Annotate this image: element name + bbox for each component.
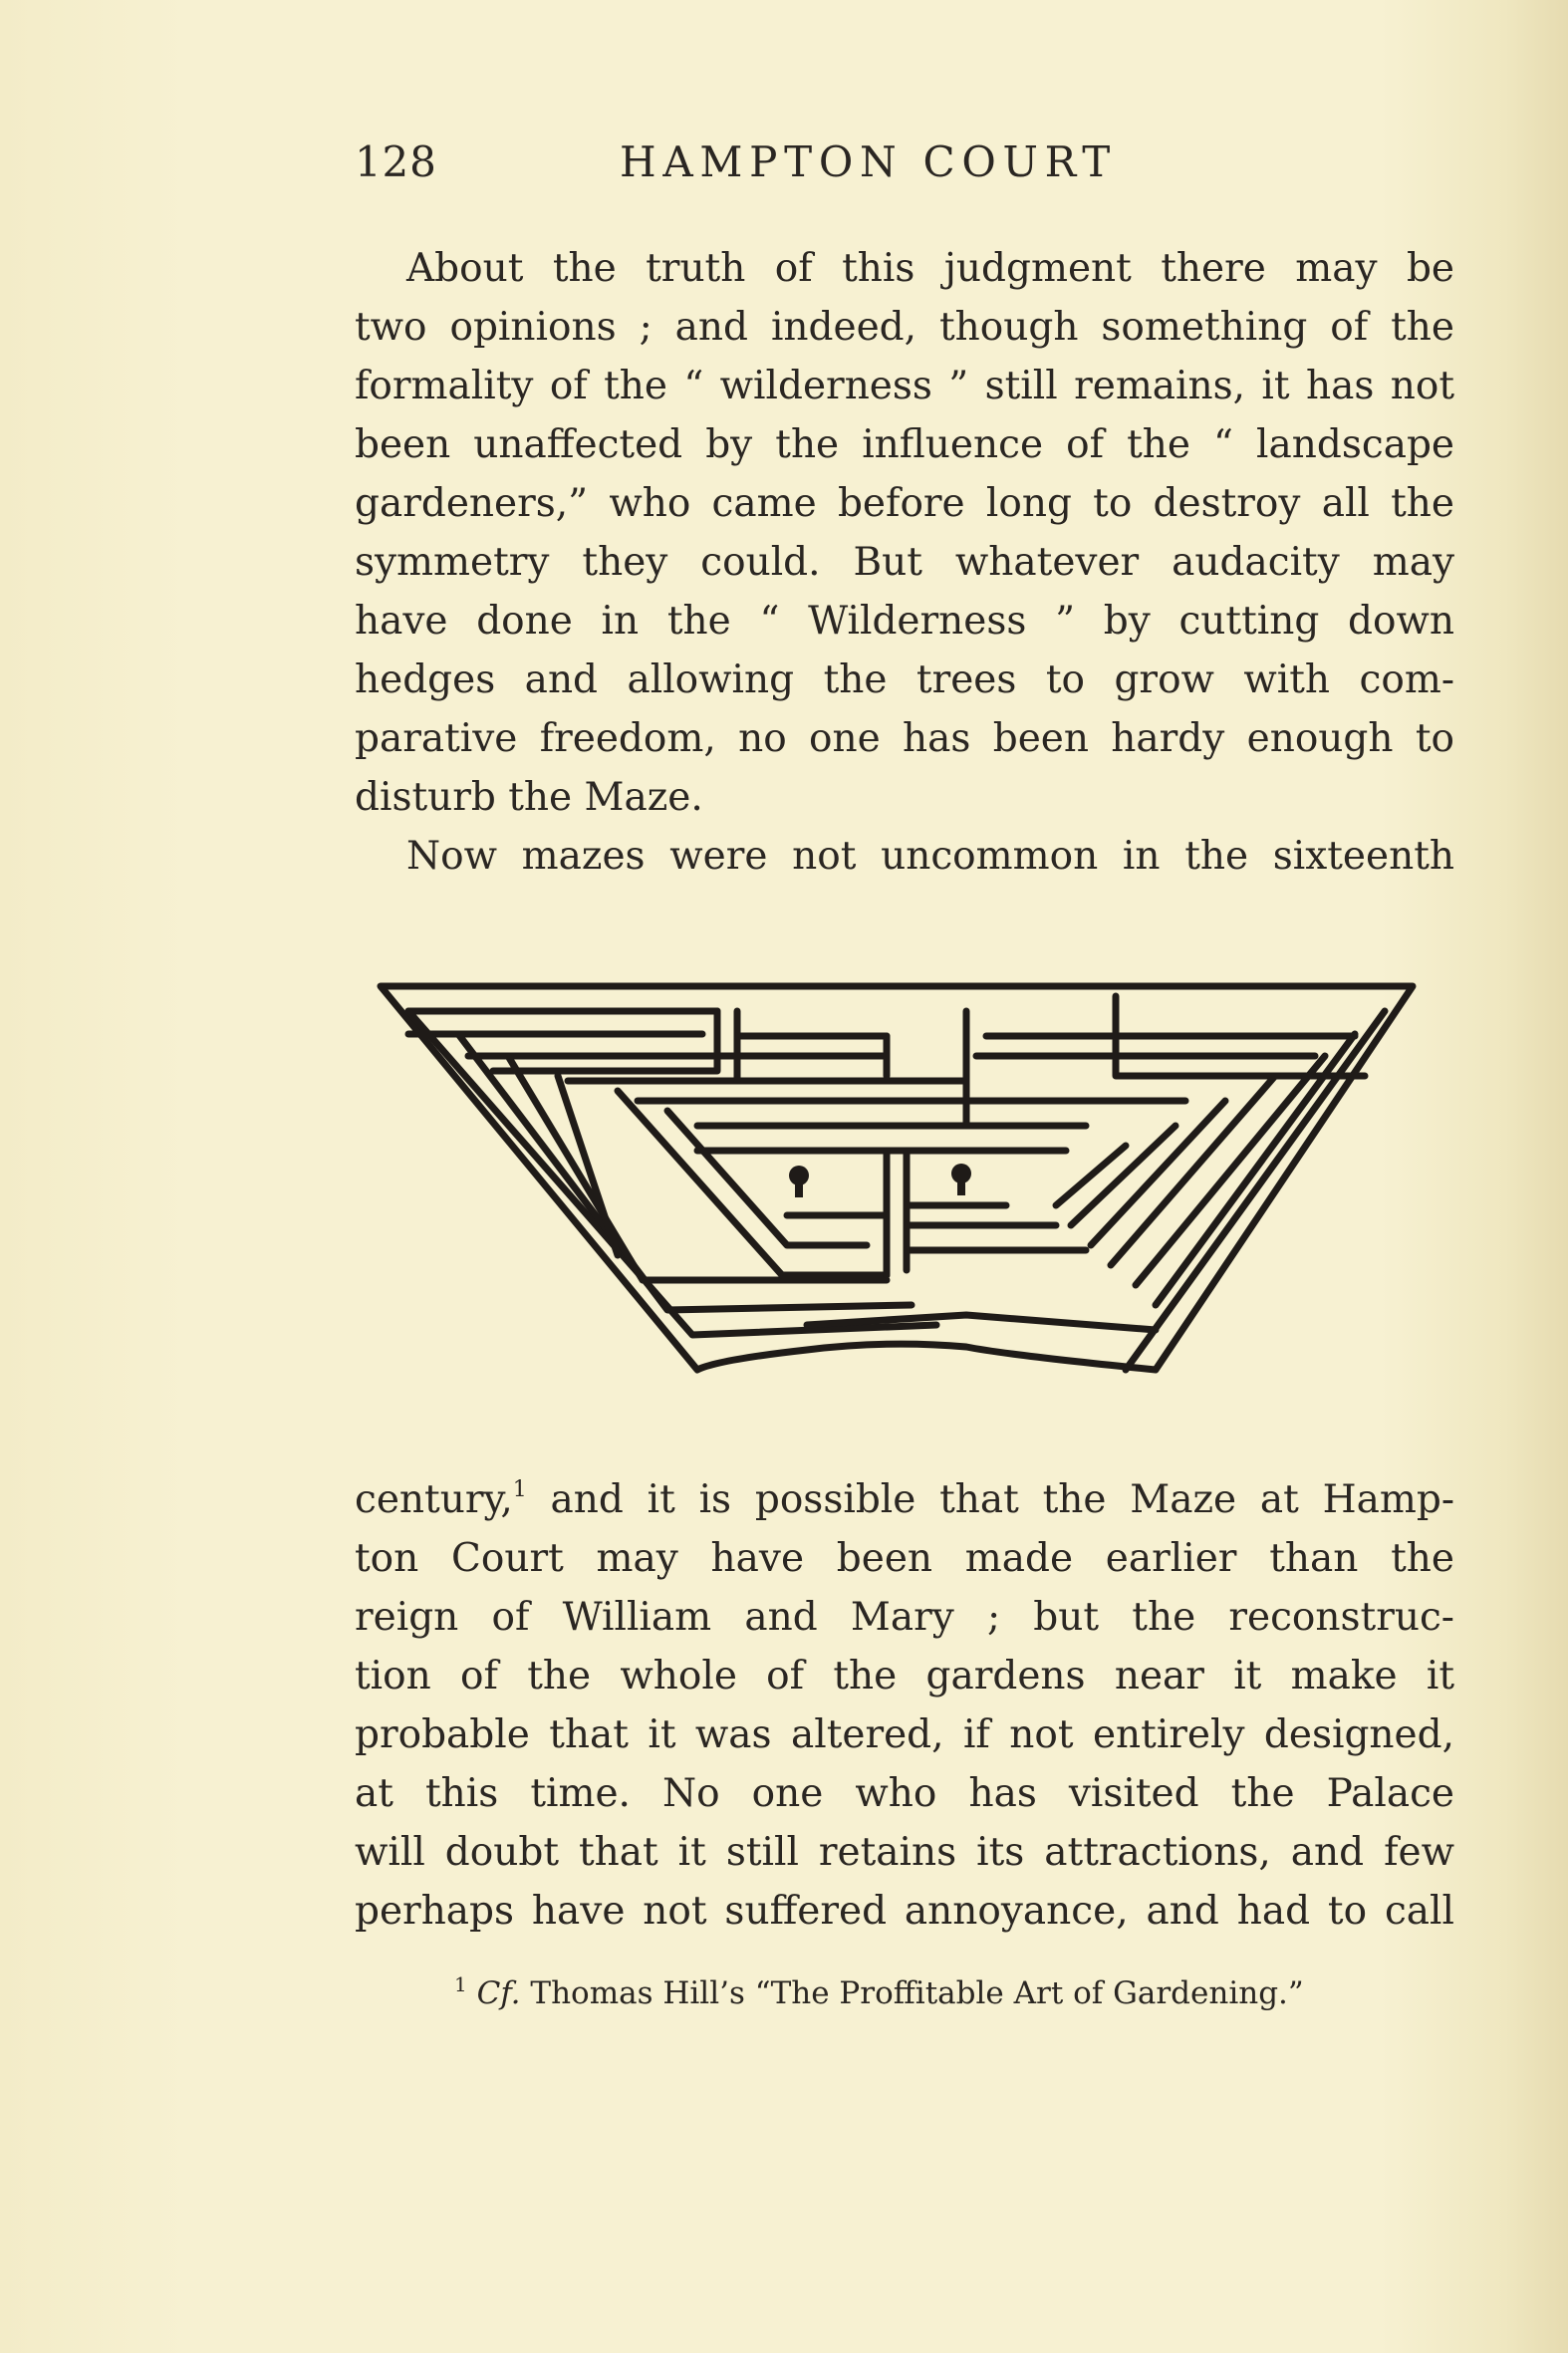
running-header xyxy=(355,137,1215,197)
text-line: disturb the Maze. xyxy=(355,775,703,820)
page-number: 128 xyxy=(355,137,437,186)
text-line xyxy=(355,1470,1454,1529)
text-line: tion of the whole of the gardens near it make it xyxy=(355,1654,1454,1699)
maze-center-trees xyxy=(789,1164,971,1197)
maze-illustration xyxy=(369,976,1425,1395)
footnote-reference: 1 xyxy=(512,1477,527,1502)
paragraph-2-continued xyxy=(355,1470,1454,1941)
footnote-abbrev: Cf. xyxy=(476,1975,521,2011)
footnote-marker: 1 xyxy=(454,1972,467,1996)
text-line: hedges and allowing the trees to grow with com- xyxy=(355,657,1454,702)
text-line: two opinions ; and indeed, though something of the xyxy=(355,305,1454,350)
paragraph-2-first-line: Now mazes were not uncommon in the sixteenth xyxy=(406,834,1454,879)
running-title: HAMPTON COURT xyxy=(620,137,1117,186)
footnote-text: Thomas Hill’s “The Proffitable Art of Gardening.” xyxy=(520,1975,1304,2011)
text-line: symmetry they could. But whatever audacity may xyxy=(355,540,1454,585)
text-line: perhaps have not suffered annoyance, and had to call xyxy=(355,1889,1454,1934)
text-fragment: century, xyxy=(355,1477,513,1522)
text-line: reign of William and Mary ; but the reconstruc- xyxy=(355,1595,1454,1640)
text-fragment: and it is possible that the Maze at Hamp- xyxy=(526,1477,1454,1522)
text-line: been unaffected by the influence of the “ landscape xyxy=(355,422,1454,467)
text-line: at this time. No one who has visited the Palace xyxy=(355,1771,1454,1816)
text-line: gardeners,” who came before long to destroy all the xyxy=(355,481,1454,526)
text-line: probable that it was altered, if not entirely designed, xyxy=(355,1712,1454,1757)
text-line: have done in the “ Wilderness ” by cutting down xyxy=(355,599,1454,644)
footnote xyxy=(454,1964,1450,2013)
paragraph-1 xyxy=(355,239,1454,886)
text-line: ton Court may have been made earlier than the xyxy=(355,1536,1454,1581)
text-line: parative freedom, no one has been hardy enough to xyxy=(355,716,1454,761)
text-line: formality of the “ wilderness ” still remains, it has not xyxy=(355,364,1454,408)
text-line: About the truth of this judgment there may be xyxy=(406,246,1454,291)
text-line: will doubt that it still retains its attractions, and few xyxy=(355,1830,1454,1875)
